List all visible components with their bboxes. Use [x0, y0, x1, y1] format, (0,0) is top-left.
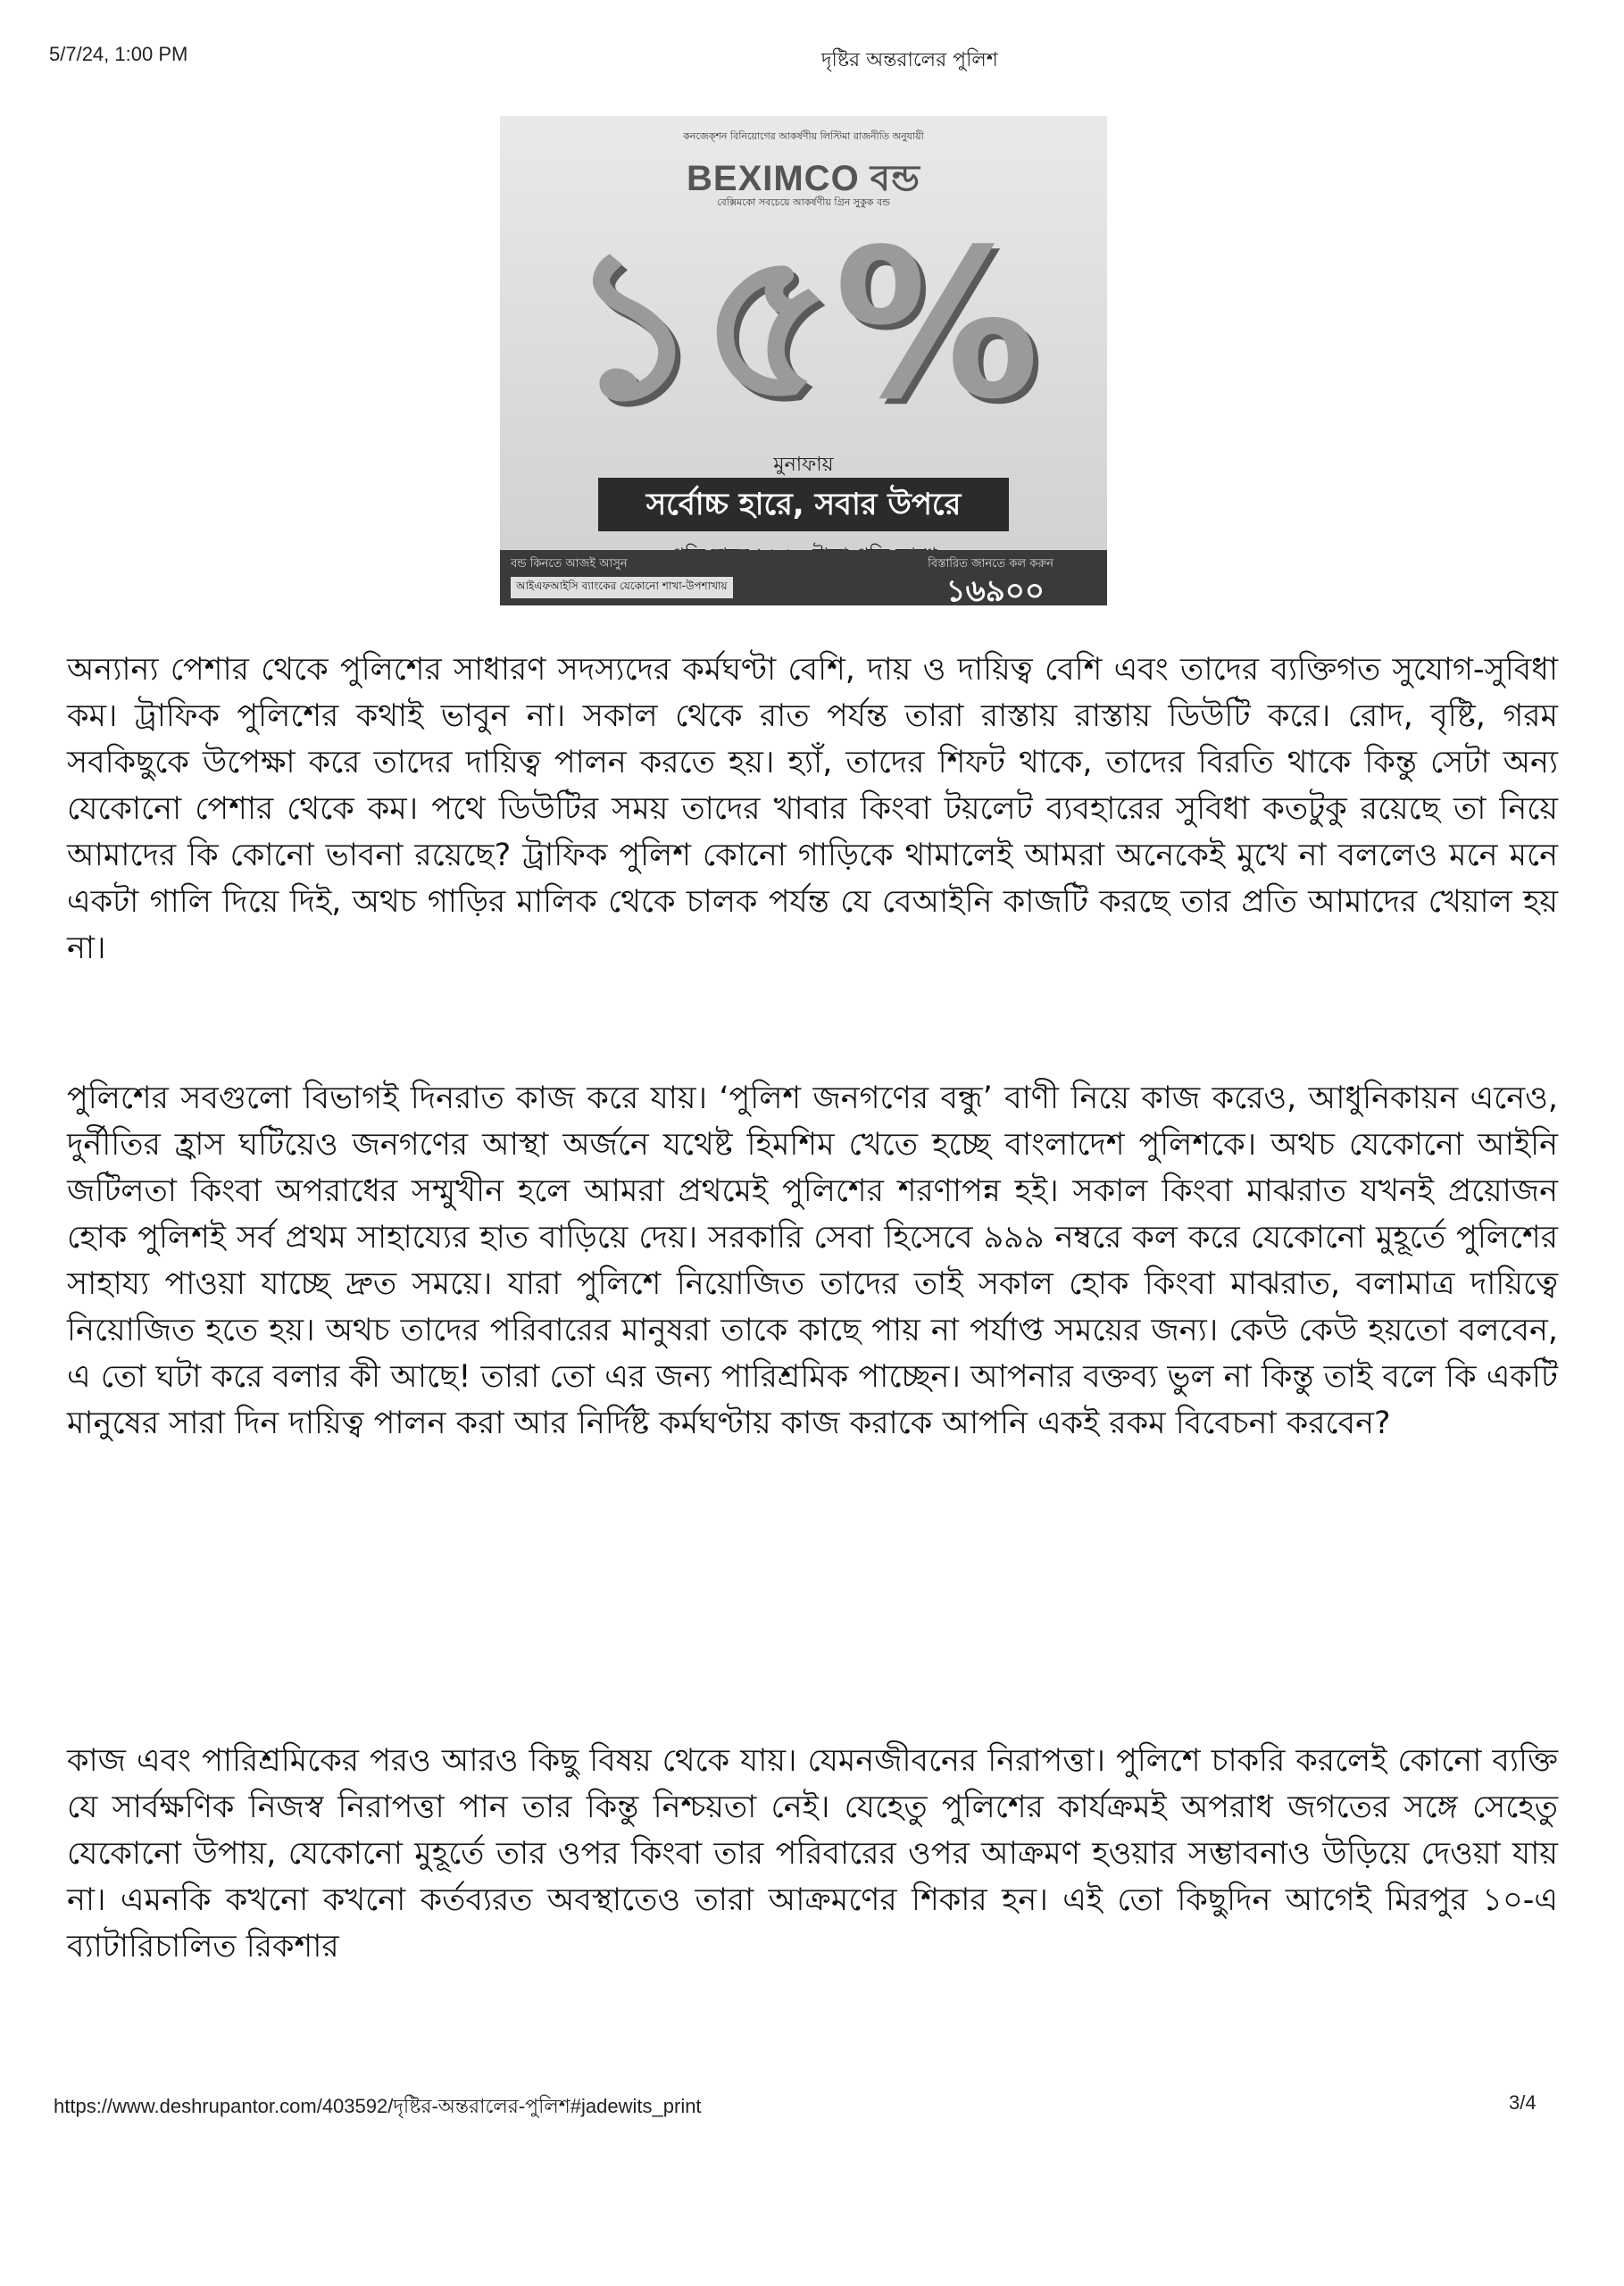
- ad-branch-text: আইএফআইসি ব্যাংকের যেকোনো শাখা-উপশাখায়: [511, 577, 733, 598]
- ad-hotline: ১৬৯০০: [945, 573, 1045, 605]
- ad-top-text: কনজেক্শন বিনিয়োগের আকর্ষণীয় লিস্টিমা রাজনীতি অনুযায়ী: [683, 130, 924, 142]
- ad-bottom-bar: [500, 550, 1107, 605]
- article-paragraph: পুলিশের সবগুলো বিভাগই দিনরাত কাজ করে যায়। ‘পুলিশ জনগণের বন্ধু’ বাণী নিয়ে কাজ করেও, আধুনিকায়ন এনেও, দুর্নীতির হ্রাস ঘটিয়েও জনগণের আস্থা অর্জনে যথেষ্ট হিমশিম খেতে হচ্ছে বাংলাদেশ পুলিশকে। অথচ যেকোনো আইনি জটিলতা কিংবা অপরাধের সম্মুখীন হলে আমরা প্রথমেই পুলিশের শরণাপন্ন হই। সকাল কিংবা মাঝরাত যখনই প্রয়োজন হোক পুলিশই সর্ব প্রথম সাহায্যের হাত বাড়িয়ে দেয়। সরকারি সেবা হিসেবে ৯৯৯ নম্বরে কল করে যেকোনো মুহূর্তে পুলিশের সাহায্য পাওয়া যাচ্ছে দ্রুত সময়ে। যারা পুলিশে নিয়োজিত তাদের তাই সকাল হোক কিংবা মাঝরাত, বলামাত্র দায়িত্বে নিয়োজিত হতে হয়। অথচ তাদের পরিবারের মানুষরা তাকে কাছে পায় না পর্যাপ্ত সময়ের জন্য। কেউ কেউ হয়তো বলবেন, এ তো ঘটা করে বলার কী আছে! তারা তো এর জন্য পারিশ্রমিক পাচ্ছেন। আপনার বক্তব্য ভুল না কিন্তু তাই বলে কি একটি মানুষের সারা দিন দায়িত্ব পালন করা আর নির্দিষ্ট কর্মঘণ্টায় কাজ করাকে আপনি একই রকম বিবেচনা করবেন?: [67, 1080, 1558, 1441]
- ad-brand-logo: BEXIMCO বন্ড: [687, 159, 920, 198]
- ad-cta-text: বন্ড কিনতে আজই আসুন: [511, 557, 628, 571]
- ad-label: মুনাফায়: [773, 454, 834, 476]
- article-paragraph: অন্যান্য পেশার থেকে পুলিশের সাধারণ সদস্যদের কর্মঘণ্টা বেশি, দায় ও দায়িত্ব বেশি এবং তাদের ব্যক্তিগত সুযোগ-সুবিধা কম। ট্রাফিক পুলিশের কথাই ভাবুন না। সকাল থেকে রাত পর্যন্ত তারা রাস্তায় রাস্তায় ডিউটি করে। রোদ, বৃষ্টি, গরম সবকিছুকে উপেক্ষা করে তাদের দায়িত্ব পালন করতে হয়। হ্যাঁ, তাদের শিফট থাকে, তাদের বিরতি থাকে কিন্তু সেটা অন্য যেকোনো পেশার থেকে কম। পথে ডিউটির সময় তাদের খাবার কিংবা টয়লেট ব্যবহারের সুবিধা কতটুকু রয়েছে তা নিয়ে আমাদের কি কোনো ভাবনা রয়েছে? ট্রাফিক পুলিশ কোনো গাড়িকে থামালেই আমরা অনেকেই মুখে না বললেও মনে মনে একটা গালি দিয়ে দিই, অথচ গাড়ির মালিক থেকে চালক পর্যন্ত যে বেআইনি কাজটি করছে তার প্রতি আমাদের খেয়াল হয় না।: [67, 652, 1558, 966]
- page-title: দৃষ্টির অন্তরালের পুলিশ: [821, 49, 998, 71]
- page-url: https://www.deshrupantor.com/403592/দৃষ্টির-অন্তরালের-পুলিশ#jadewits_print: [54, 2095, 702, 2117]
- advertisement-banner[interactable]: [500, 116, 1107, 605]
- page-number: 3/4: [1509, 2091, 1537, 2114]
- ad-sub-text: বেক্সিমকো সবচেয়ে আকর্ষণীয় গ্রিন সুকুক বন্ড: [717, 196, 890, 208]
- ad-slogan: সর্বোচ্চ হারে, সবার উপরে: [598, 478, 1009, 531]
- ad-call-text: বিস্তারিত জানতে কল করুন: [928, 557, 1054, 571]
- article-paragraph: কাজ এবং পারিশ্রমিকের পরও আরও কিছু বিষয় থেকে যায়। যেমনজীবনের নিরাপত্তা। পুলিশে চাকরি করলেই কোনো ব্যক্তি যে সার্বক্ষণিক নিজস্ব নিরাপত্তা পান তার কিন্তু নিশ্চয়তা নেই। যেহেতু পুলিশের কার্যক্রমই অপরাধ জগতের সঙ্গে সেহেতু যেকোনো উপায়, যেকোনো মুহূর্তে তার ওপর কিংবা তার পরিবারের ওপর আক্রমণ হওয়ার সম্ভাবনাও উড়িয়ে দেওয়া যায় না। এমনকি কখনো কখনো কর্তব্যরত অবস্থাতেও তারা আক্রমণের শিকার হন। এই তো কিছুদিন আগেই মিরপুর ১০-এ ব্যাটারিচালিত রিকশার: [67, 1743, 1558, 1965]
- print-datetime: 5/7/24, 1:00 PM: [49, 43, 188, 65]
- ad-percentage: ১৫%: [567, 206, 1040, 445]
